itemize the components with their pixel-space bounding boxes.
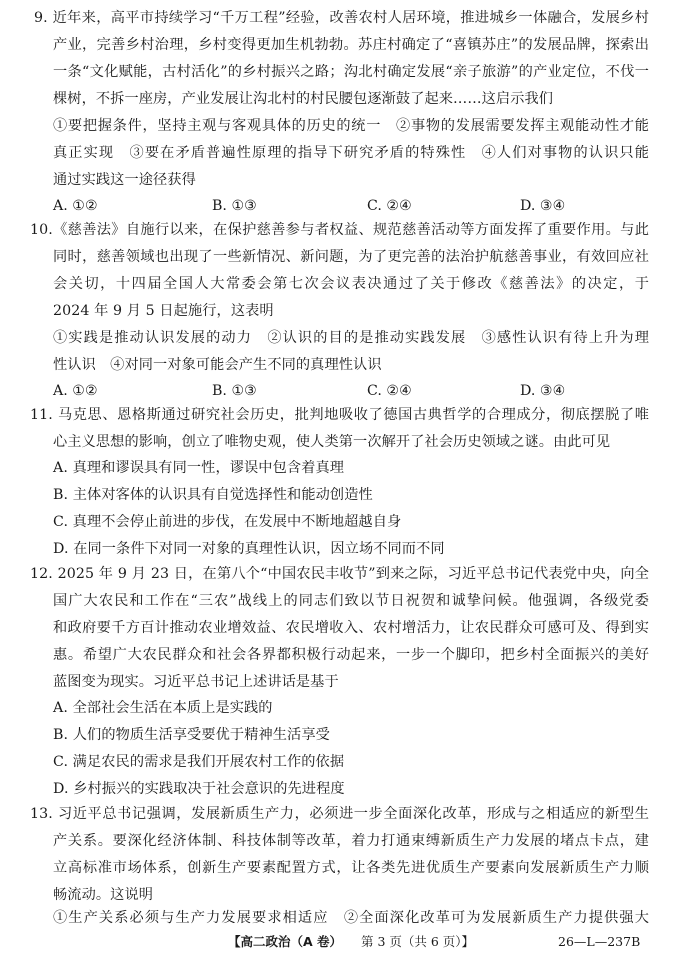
option-a: A. ①② bbox=[53, 198, 98, 214]
question-line: 10.《慈善法》自施行以来，在保护慈善参与者权益、规范慈善活动等方面发挥了重要作用。与此 bbox=[30, 222, 649, 238]
question-line: 和政府要千方百计推动农业增效益、农民增收入、农村增活力，让农民群众可感可及、得到实 bbox=[53, 620, 649, 636]
question-line: 畅流动。这说明 bbox=[53, 887, 154, 903]
question-line: 11. 马克思、恩格斯通过研究社会历史，批判地吸收了德国古典哲学的合理成分，彻底摆脱了唯 bbox=[30, 407, 649, 423]
question-line: 13. 习近平总书记强调，发展新质生产力，必须进一步全面深化改革，形成与之相适应的新型生 bbox=[30, 806, 649, 822]
option-b: B. 人们的物质生活享受要优于精神生活享受 bbox=[53, 727, 330, 743]
statement-line: 真正实现 ③要在矛盾普遍性原理的指导下研究矛盾的特殊性 ④人们对事物的认识只能 bbox=[53, 145, 649, 161]
option-a: A. 全部社会生活在本质上是实践的 bbox=[53, 700, 273, 716]
option-b: B. 主体对客体的认识具有自觉选择性和能动创造性 bbox=[53, 487, 373, 503]
statement-line: 性认识 ④对同一对象可能会产生不同的真理性认识 bbox=[53, 357, 382, 373]
question-line: 立高标准市场体系，创新生产要素配置方式，让各类先进优质生产要素向发展新质生产力顺 bbox=[53, 860, 649, 876]
question-line: 棵树，不拆一座房，产业发展让沟北村的村民腰包逐渐鼓了起来……这启示我们 bbox=[53, 91, 554, 107]
question-line: 国广大农民和工作在“三农”战线上的同志们致以节日祝贺和诚挚问候。他强调，各级党委 bbox=[53, 593, 649, 609]
option-d: D. ③④ bbox=[520, 383, 566, 399]
statement-line: ①实践是推动认识发展的动力 ②认识的目的是推动实践发展 ③感性认识有待上升为理 bbox=[53, 330, 649, 346]
footer-code: 26—L—237B bbox=[558, 934, 641, 949]
footer-subject bbox=[228, 933, 342, 951]
statement-line: 通过实践这一途径获得 bbox=[53, 172, 196, 188]
option-c: C. 真理不会停止前进的步伐，在发展中不断地超越自身 bbox=[53, 514, 402, 530]
option-c: C. ②④ bbox=[367, 383, 412, 399]
option-c: C. 满足农民的需求是我们开展农村工作的依据 bbox=[53, 754, 345, 770]
question-line: 12. 2025 年 9 月 23 日，在第八个“中国农民丰收节”到来之际，习近平总书记代表党中央，向全 bbox=[30, 566, 649, 582]
option-a: A. ①② bbox=[53, 383, 98, 399]
option-d: D. 在同一条件下对同一对象的真理性认识，因立场不同而不同 bbox=[53, 541, 445, 557]
statement-line: ①要把握条件，坚持主观与客观具体的历史的统一 ②事物的发展需要发挥主观能动性才能 bbox=[53, 118, 649, 134]
question-line: 心主义思想的影响，创立了唯物史观，使人类第一次解开了社会历史领域之谜。由此可见 bbox=[53, 434, 611, 450]
question-line: 2024 年 9 月 5 日起施行，这表明 bbox=[53, 303, 274, 319]
question-line: 9. 近年来，高平市持续学习“千万工程”经验，改善农村人居环境，推进城乡一体融合，发展乡村 bbox=[34, 10, 649, 26]
option-d: D. 乡村振兴的实践取决于社会意识的先进程度 bbox=[53, 781, 345, 797]
statement-line: ①生产关系必须与生产力发展要求相适应 ②全面深化改革可为发展新质生产力提供强大 bbox=[53, 910, 649, 926]
option-a: A. 真理和谬误具有同一性，谬误中包含着真理 bbox=[53, 460, 345, 476]
footer-page-number: 第 3 页（共 6 页）】 bbox=[361, 934, 475, 949]
option-c: C. ②④ bbox=[367, 198, 412, 214]
question-line: 会关切，十四届全国人大常委会第七次会议表决通过了关于修改《慈善法》的决定，于 bbox=[53, 276, 649, 292]
question-line: 一条“文化赋能，古村活化”的乡村振兴之路；沟北村确定发展“亲子旅游”的产业定位，不伐一 bbox=[53, 64, 649, 80]
option-d: D. ③④ bbox=[520, 198, 566, 214]
question-line: 产业，完善乡村治理，乡村变得更加生机勃勃。苏庄村确定了“喜镇苏庄”的发展品牌，探索出 bbox=[53, 37, 649, 53]
option-b: B. ①③ bbox=[212, 198, 257, 214]
option-b: B. ①③ bbox=[212, 383, 257, 399]
question-line: 产关系。要深化经济体制、科技体制等改革，着力打通束缚新质生产力发展的堵点卡点，建 bbox=[53, 833, 649, 849]
question-line: 蓝图变为现实。习近平总书记上述讲话是基于 bbox=[53, 674, 339, 690]
question-line: 同时，慈善领域也出现了一些新情况、新问题，为了更完善的法治护航慈善事业，有效回应社 bbox=[53, 249, 649, 265]
question-line: 惠。希望广大农民群众和社会各界都积极行动起来，一步一个脚印，把乡村全面振兴的美好 bbox=[53, 647, 649, 663]
footer-subject-text: 【高二政治（A 卷） bbox=[228, 934, 343, 949]
